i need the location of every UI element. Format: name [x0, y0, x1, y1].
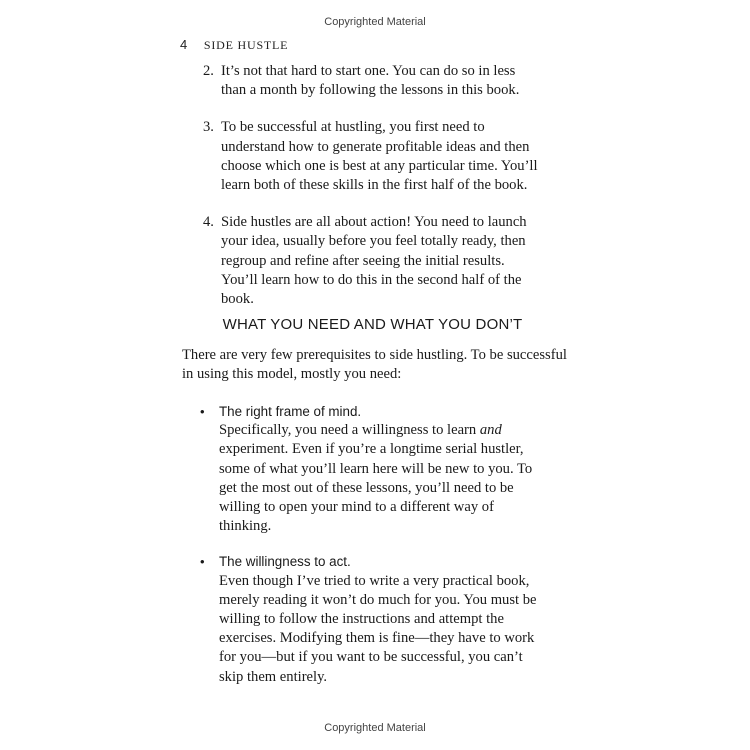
list-item: [203, 213, 543, 309]
list-item-number: 3.: [203, 119, 214, 136]
list-item: [203, 118, 543, 195]
page-number: 4: [180, 37, 189, 52]
list-item-text: It’s not that hard to start one. You can do so in less than a month by following the lessons in this book.: [221, 63, 520, 99]
bullet-item: [200, 552, 540, 686]
bullet-marker: •: [200, 554, 205, 570]
book-title: SIDE HUSTLE: [203, 38, 289, 52]
list-item-number: 4.: [203, 214, 214, 231]
running-head: [180, 37, 288, 53]
bullet-item: [200, 402, 540, 536]
bullet-marker: •: [200, 404, 205, 419]
bullet-body-text: experiment. Even if you’re a longtime serial hustler, some of what you’ll learn here will be new to you. To get the most out of these lessons, you’ll need to be willing to open your mind to a different way of thinking.: [219, 441, 533, 535]
copyright-watermark-bottom: Copyrighted Material: [324, 722, 426, 734]
bullet-list: [200, 402, 540, 703]
bullet-body: Even though I’ve tried to write a very practical book, merely reading it won’t do much for you. You must be willing to follow the instructions and attempt the exercises. Modifying them is fine—they have to work for you—but if you want to be successful, you can’t skip them entirely.: [219, 572, 537, 685]
bullet-body-emphasis: and: [479, 422, 502, 439]
section-intro-paragraph: There are very few prerequisites to side hustling. To be successful in using this model, mostly you need:: [182, 347, 567, 383]
bullet-content: [219, 552, 540, 686]
bullet-body-text: Specifically, you need a willingness to learn: [219, 422, 480, 439]
bullet-content: [219, 402, 540, 536]
list-item-text: To be successful at hustling, you first need to understand how to generate profitable ideas and then choose which one is best at any particular time. You’ll learn both of these skills in the first half of the book.: [221, 119, 538, 194]
list-item-number: 2.: [203, 63, 214, 79]
list-item: [203, 62, 543, 100]
bullet-title: The right frame of mind.: [219, 404, 362, 419]
section-heading: WHAT YOU NEED AND WHAT YOU DON’T: [222, 316, 523, 333]
list-item-text: Side hustles are all about action! You need to launch your idea, usually before you feel totally ready, then regroup and refine after seeing the initial results. You’ll learn how to do this in the second half of the book.: [221, 214, 527, 308]
numbered-list: [203, 62, 543, 327]
bullet-title: The willingness to act.: [219, 554, 351, 570]
copyright-watermark-top: Copyrighted Material: [324, 16, 426, 28]
bullet-body: [219, 421, 540, 536]
